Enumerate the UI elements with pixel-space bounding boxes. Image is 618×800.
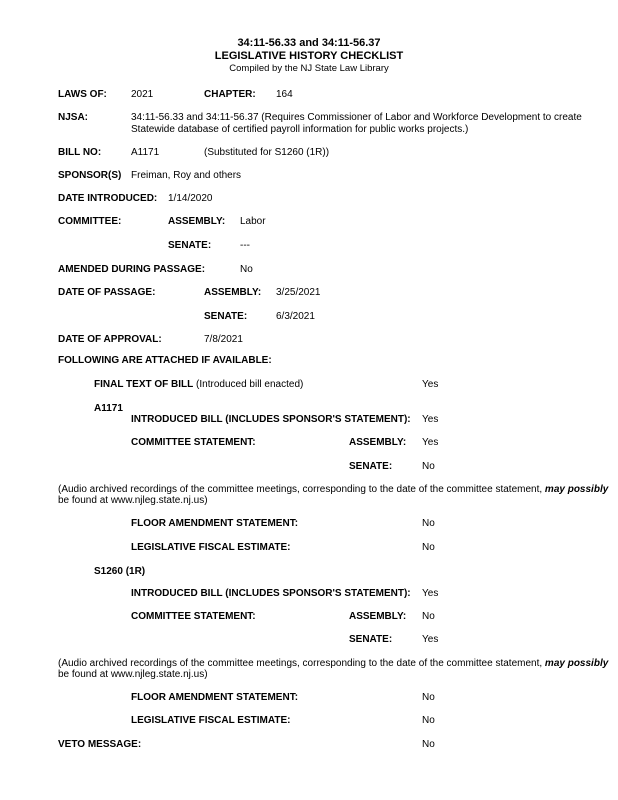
a1171-audio-line2: be found at www.njleg.state.nj.us) [58, 495, 208, 506]
njsa-label: NJSA: [58, 112, 89, 123]
document-title-line1: 34:11-56.33 and 34:11-56.37 [237, 37, 381, 49]
a1171-fiscal-label: LEGISLATIVE FISCAL ESTIMATE: [131, 542, 291, 553]
s1260-floor-label: FLOOR AMENDMENT STATEMENT: [131, 692, 299, 703]
following-heading: FOLLOWING ARE ATTACHED IF AVAILABLE: [58, 355, 272, 366]
s1260-fiscal-label: LEGISLATIVE FISCAL ESTIMATE: [131, 715, 291, 726]
a1171-assembly-label: ASSEMBLY: [349, 437, 407, 448]
s1260-introduced-label: INTRODUCED BILL (INCLUDES SPONSOR'S STATEMENT): [131, 588, 411, 599]
a1171-senate-value: No [422, 461, 435, 472]
committee-assembly-value: Labor [240, 216, 266, 227]
approval-value: 7/8/2021 [204, 334, 243, 345]
compiled-by: Compiled by the NJ State Law Library [229, 63, 389, 74]
s1260-assembly-label: ASSEMBLY: [349, 611, 407, 622]
njsa-line2: Statewide database of certified payroll information for public works projects.) [131, 124, 469, 135]
date-introduced-value: 1/14/2020 [168, 193, 213, 204]
sponsors-label: SPONSOR(S) [58, 170, 122, 181]
a1171-introduced-label: INTRODUCED BILL (INCLUDES SPONSOR'S STATEMENT): [131, 414, 411, 425]
final-text-row [94, 379, 303, 391]
committee-senate-label: SENATE: [168, 240, 212, 251]
passage-senate-value: 6/3/2021 [276, 311, 315, 322]
a1171-heading: A1171 [94, 403, 123, 414]
a1171-introduced-value: Yes [422, 414, 439, 425]
final-text-label: FINAL TEXT OF BILL [94, 379, 194, 390]
s1260-introduced-value: Yes [422, 588, 439, 599]
laws-of-value: 2021 [131, 89, 154, 100]
passage-label: DATE OF PASSAGE: [58, 287, 156, 298]
committee-senate-value: --- [240, 240, 250, 251]
s1260-senate-label: SENATE: [349, 634, 393, 645]
s1260-heading: S1260 (1R) [94, 566, 146, 577]
veto-value: No [422, 739, 435, 750]
s1260-assembly-value: No [422, 611, 435, 622]
amended-value: No [240, 264, 253, 275]
committee-assembly-label: ASSEMBLY: [168, 216, 226, 227]
a1171-audio-text: (Audio archived recordings of the committee meetings, corresponding to the date of the committee statement, [58, 484, 543, 495]
passage-senate-label: SENATE: [204, 311, 248, 322]
a1171-assembly-value: Yes [422, 437, 439, 448]
veto-label: VETO MESSAGE: [58, 739, 142, 750]
s1260-fiscal-value: No [422, 715, 435, 726]
a1171-fiscal-value: No [422, 542, 435, 553]
laws-of-label: LAWS OF: [58, 89, 107, 100]
a1171-floor-label: FLOOR AMENDMENT STATEMENT: [131, 518, 299, 529]
sponsors-value: Freiman, Roy and others [131, 170, 242, 181]
document-title-line2: LEGISLATIVE HISTORY CHECKLIST [214, 50, 404, 62]
s1260-audio-line2: be found at www.njleg.state.nj.us) [58, 669, 208, 680]
final-text-value: Yes [422, 379, 439, 390]
chapter-label: CHAPTER: [204, 89, 256, 100]
committee-label: COMMITTEE: [58, 216, 122, 227]
bill-no-label: BILL NO: [58, 147, 102, 158]
s1260-senate-value: Yes [422, 634, 439, 645]
bill-no-value: A1171 [131, 147, 160, 158]
date-introduced-label: DATE INTRODUCED: [58, 193, 158, 204]
final-text-note: (Introduced bill enacted) [196, 379, 304, 390]
a1171-senate-label: SENATE: [349, 461, 393, 472]
a1171-committee-label: COMMITTEE STATEMENT: [131, 437, 256, 448]
s1260-floor-value: No [422, 692, 435, 703]
chapter-value: 164 [276, 89, 293, 100]
bill-no-note: (Substituted for S1260 (1R)) [204, 147, 330, 158]
approval-label: DATE OF APPROVAL: [58, 334, 162, 345]
passage-assembly-value: 3/25/2021 [276, 287, 321, 298]
amended-label: AMENDED DURING PASSAGE: [58, 264, 206, 275]
s1260-audio-emph: may possibly [544, 658, 609, 669]
passage-assembly-label: ASSEMBLY: [204, 287, 262, 298]
njsa-line1: 34:11-56.33 and 34:11-56.37 (Requires Commissioner of Labor and Workforce Development to create [131, 112, 582, 123]
s1260-audio-text: (Audio archived recordings of the committee meetings, corresponding to the date of the committee statement, [58, 658, 543, 669]
a1171-audio-emph: may possibly [544, 484, 609, 495]
a1171-floor-value: No [422, 518, 435, 529]
s1260-committee-label: COMMITTEE STATEMENT: [131, 611, 256, 622]
